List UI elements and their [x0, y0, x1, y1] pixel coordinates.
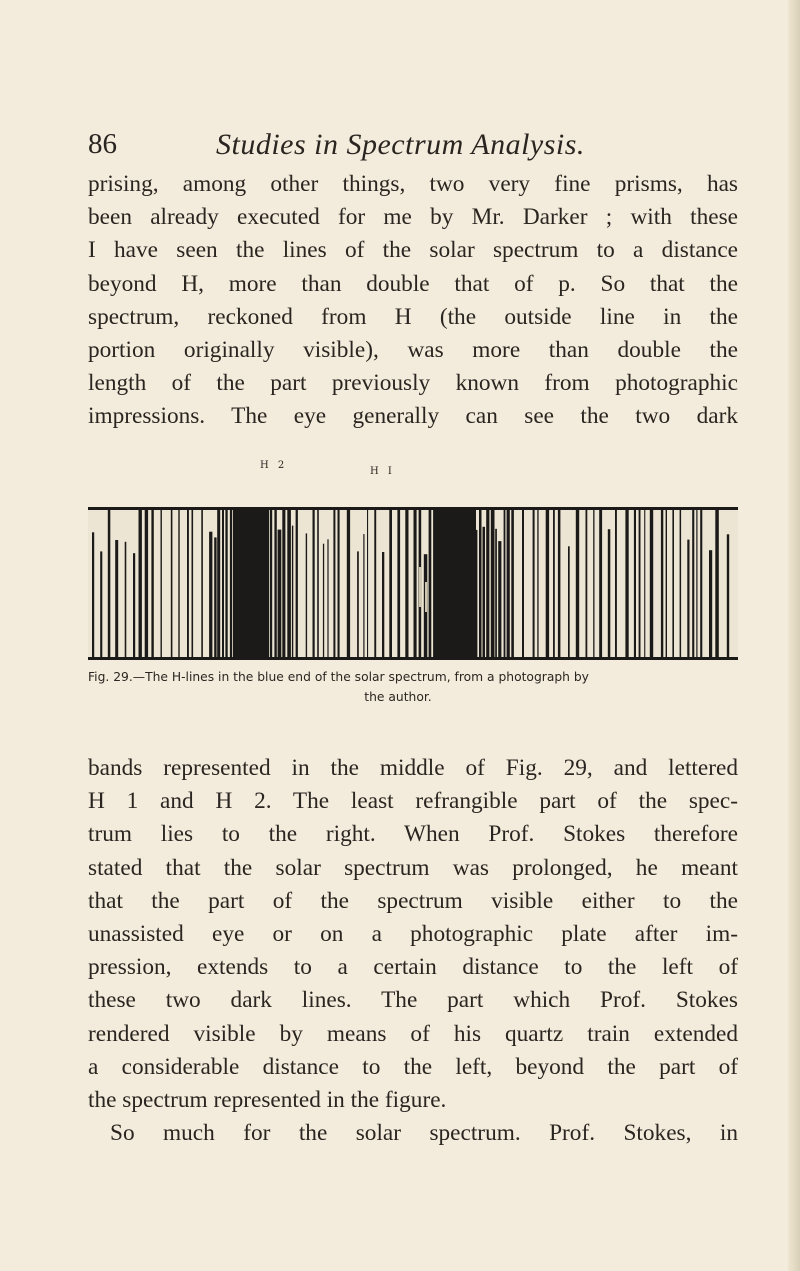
spectral-line [214, 537, 216, 660]
spectral-line [292, 526, 293, 660]
paragraph-1 [88, 168, 738, 434]
spectral-line [397, 507, 400, 660]
spectral-line [522, 507, 524, 660]
text-line: beyond H, more than double that of p. So that the [88, 270, 738, 297]
spectral-line [504, 507, 506, 660]
text-line: a considerable distance to the left, beyond the part of [88, 1053, 738, 1080]
spectral-line [347, 507, 350, 660]
h1-band [434, 507, 476, 660]
spectral-line [187, 507, 189, 660]
spectral-line [225, 507, 227, 660]
spectrum-photograph [88, 495, 738, 670]
spectral-line [491, 507, 495, 660]
spectral-line [306, 533, 307, 660]
running-title: Studies in Spectrum Analysis. [216, 128, 585, 161]
spectral-line [625, 507, 628, 660]
page-number: 86 [88, 128, 117, 160]
spectral-line [414, 507, 417, 660]
spectral-line [270, 507, 272, 660]
spectral-line [92, 532, 94, 660]
spectral-line [357, 551, 359, 660]
text-line: been already executed for me by Mr. Darker ; with these [88, 204, 738, 231]
spectral-line [287, 507, 291, 660]
text-line: the spectrum represented in the figure. [88, 1086, 447, 1113]
spectral-line [639, 507, 641, 660]
spectral-line [680, 507, 682, 660]
spectral-line [278, 530, 282, 660]
spectral-line [486, 507, 489, 660]
spectral-line [178, 507, 179, 660]
spectral-line [323, 544, 324, 660]
spectral-line [483, 527, 486, 660]
spectral-line [282, 507, 285, 660]
caption-line-2: the author. [364, 690, 432, 704]
spectral-line [313, 507, 315, 660]
spectral-line [389, 507, 392, 660]
spectral-line [558, 507, 561, 660]
spectral-line [546, 507, 549, 660]
text-line: spectrum, reckoned from H (the outside line in the [88, 303, 738, 330]
text-line: stated that the solar spectrum was prolonged, he meant [88, 854, 738, 881]
spectral-line [498, 541, 501, 660]
spectral-line [151, 507, 153, 660]
spectral-line [533, 507, 535, 660]
caption-line-1: Fig. 29.—The H-lines in the blue end of the solar spectrum, from a photograph by [88, 670, 589, 684]
spectral-line [599, 507, 602, 660]
spectral-line [108, 507, 111, 660]
spectral-line [661, 507, 663, 660]
spectral-line [615, 507, 617, 660]
text-line: that the part of the spectrum visible either to the [88, 887, 738, 914]
spectral-line [692, 507, 694, 660]
spectral-line [192, 507, 194, 660]
band-highlight [419, 567, 422, 607]
spectral-line [363, 534, 364, 660]
spectral-line [317, 507, 319, 660]
text-line: rendered visible by means of his quartz train extended [88, 1020, 738, 1047]
spectral-line [217, 507, 220, 660]
spectral-line [133, 553, 135, 660]
paragraph-2 [88, 752, 738, 1117]
spectral-line [576, 507, 579, 660]
spectral-line [374, 507, 376, 660]
h2-band [233, 507, 269, 660]
figure-caption [88, 667, 738, 707]
spectral-line [634, 507, 636, 660]
text-line: So much for the solar spectrum. Prof. Stokes, in [110, 1120, 738, 1146]
spectral-line [296, 507, 298, 660]
spectral-line [537, 507, 538, 660]
spectral-line [696, 507, 697, 660]
h2-label: H 2 [260, 460, 288, 471]
paragraph-3 [88, 1117, 738, 1150]
spectral-line [650, 507, 653, 660]
text-line: bands represented in the middle of Fig. 29, and lettered [88, 755, 738, 781]
spectral-line [644, 507, 645, 660]
spectral-line [687, 540, 689, 660]
text-line: impressions. The eye generally can see the two dark [88, 403, 738, 430]
band-highlight [425, 582, 427, 612]
spectral-line [230, 507, 232, 660]
spectral-line [429, 507, 432, 660]
spectral-line [145, 507, 148, 660]
spectral-line [274, 507, 276, 660]
spectral-line [593, 507, 594, 660]
spectral-line [700, 507, 702, 660]
spectral-line [608, 529, 611, 660]
spectral-line [666, 507, 667, 660]
spectral-line [727, 534, 729, 660]
spectral-line [161, 507, 162, 660]
text-line: prising, among other things, two very fine prisms, has [88, 171, 738, 197]
spectral-line [715, 507, 719, 660]
text-line: length of the part previously known from photographic [88, 370, 738, 397]
spectral-line [586, 507, 588, 660]
h1-label: H I [370, 466, 395, 477]
spectral-line [100, 551, 102, 660]
text-line: unassisted eye or on a photographic plate after im- [88, 920, 738, 947]
spectral-line [672, 507, 674, 660]
spectral-line [568, 546, 570, 660]
spectral-line [327, 539, 328, 660]
spectral-line [495, 529, 497, 660]
spectral-line [222, 507, 224, 660]
spectral-line [125, 542, 127, 660]
spectral-line [209, 532, 212, 660]
text-line: these two dark lines. The part which Prof. Stokes [88, 987, 738, 1014]
spectral-line [367, 507, 368, 660]
spectral-line [553, 507, 555, 660]
spectral-line [511, 507, 514, 660]
text-line: portion originally visible), was more than double the [88, 336, 738, 363]
spectral-line [333, 507, 335, 660]
spectral-line [479, 507, 482, 660]
text-line: I have seen the lines of the solar spectrum to a distance [88, 237, 738, 264]
spectral-line [115, 540, 118, 660]
text-line: pression, extends to a certain distance to the left of [88, 954, 738, 981]
spectral-line [201, 507, 203, 660]
spectral-line [405, 507, 408, 660]
page-edge [788, 0, 800, 1271]
spectral-line [338, 507, 340, 660]
text-line: trum lies to the right. When Prof. Stokes therefore [88, 821, 738, 848]
spectral-line [171, 507, 173, 660]
text-line: H 1 and H 2. The least refrangible part of the spec- [88, 788, 738, 815]
spectral-line [709, 550, 712, 660]
spectral-line [507, 507, 510, 660]
page-header [88, 128, 748, 168]
spectral-line [382, 552, 384, 660]
spectral-line [139, 507, 142, 660]
